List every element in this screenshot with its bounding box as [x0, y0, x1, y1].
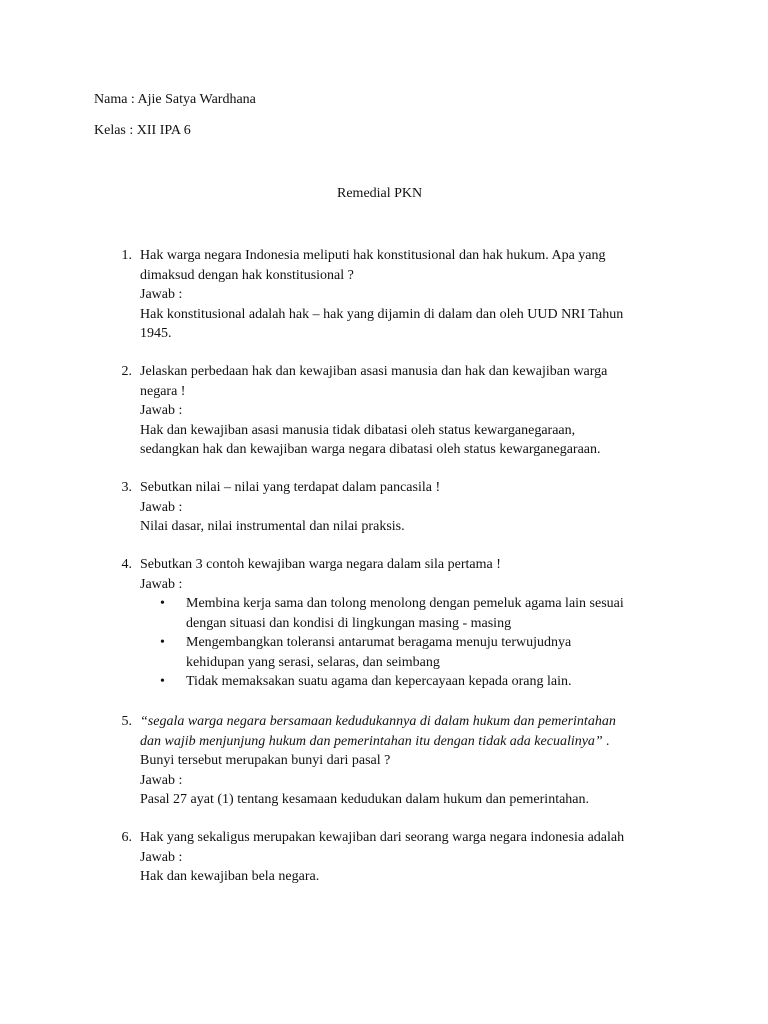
answer-line: sedangkan hak dan kewajiban warga negara dibatasi oleh status kewarganegaraan. [140, 442, 601, 457]
bullet-item [158, 594, 678, 633]
question-body [140, 828, 680, 887]
answer-label: Jawab : [140, 403, 183, 418]
question-line: Hak warga negara Indonesia meliputi hak konstitusional dan hak hukum. Apa yang [140, 248, 606, 263]
bullet-line: Membina kerja sama dan tolong menolong dengan pemeluk agama lain sesuai [186, 596, 624, 611]
answer-line: Hak dan kewajiban bela negara. [140, 869, 320, 884]
quote-line: “segala warga negara bersamaan kedudukannya di dalam hukum dan pemerintahan [140, 714, 616, 729]
question-body [140, 246, 680, 344]
answer-bullet-list [158, 594, 678, 692]
question-line: negara ! [140, 383, 186, 399]
question-body [140, 478, 680, 537]
bullet-line: dengan situasi dan kondisi di lingkungan masing - masing [186, 615, 512, 631]
bullet-line: Tidak memaksakan suatu agama dan kepercayaan kepada orang lain. [186, 674, 572, 689]
question-line: Sebutkan 3 contoh kewajiban warga negara dalam sila pertama ! [140, 557, 501, 572]
question-number: 1. [121, 248, 132, 263]
bullet-icon: • [160, 635, 165, 650]
bullet-icon: • [160, 674, 165, 689]
answer-label: Jawab : [140, 287, 183, 302]
student-name: Nama : Ajie Satya Wardhana [94, 92, 256, 107]
question-number: 2. [121, 364, 132, 379]
bullet-item [158, 672, 678, 692]
quote-line: dan wajib menjunjung hukum dan pemerintahan itu dengan tidak ada kecualinya” . [140, 733, 610, 749]
answer-line: Pasal 27 ayat (1) tentang kesamaan kedudukan dalam hukum dan pemerintahan. [140, 792, 590, 807]
question-line: Jelaskan perbedaan hak dan kewajiban asasi manusia dan hak dan kewajiban warga [140, 364, 608, 379]
question-line: Hak yang sekaligus merupakan kewajiban dari seorang warga negara indonesia adalah [140, 830, 625, 845]
bullet-item [158, 633, 678, 672]
bullet-line: kehidupan yang serasi, selaras, dan seimbang [186, 654, 440, 670]
question-line: dimaksud dengan hak konstitusional ? [140, 267, 354, 283]
question-number: 4. [121, 557, 132, 572]
answer-label: Jawab : [140, 576, 183, 592]
question-body [140, 362, 680, 460]
question-line: Sebutkan nilai – nilai yang terdapat dalam pancasila ! [140, 480, 441, 495]
bullet-icon: • [160, 596, 165, 611]
answer-label: Jawab : [140, 849, 183, 865]
student-class: Kelas : XII IPA 6 [94, 123, 191, 138]
answer-line: Hak dan kewajiban asasi manusia tidak dibatasi oleh status kewarganegaraan, [140, 422, 576, 438]
question-number: 6. [121, 830, 132, 845]
question-number: 5. [121, 714, 132, 729]
document-title: Remedial PKN [337, 186, 423, 201]
answer-label: Jawab : [140, 772, 183, 788]
answer-label: Jawab : [140, 499, 183, 515]
answer-line: 1945. [140, 326, 172, 341]
question-body [140, 712, 680, 810]
answer-line: Hak konstitusional adalah hak – hak yang dijamin di dalam dan oleh UUD NRI Tahun [140, 306, 624, 322]
question-body [140, 555, 680, 594]
question-line: Bunyi tersebut merupakan bunyi dari pasal ? [140, 753, 391, 768]
bullet-line: Mengembangkan toleransi antarumat beragama menuju terwujudnya [186, 635, 572, 650]
question-number: 3. [121, 480, 132, 495]
answer-line: Nilai dasar, nilai instrumental dan nilai praksis. [140, 519, 405, 534]
